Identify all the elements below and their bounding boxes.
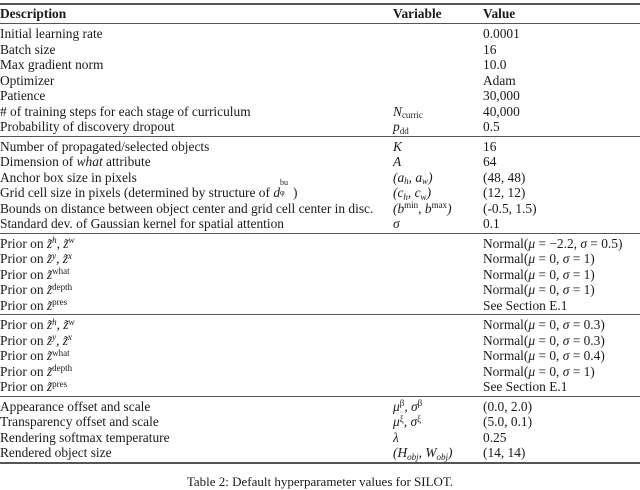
row-description: Prior on z̃$^{pres}$ (0, 378, 68, 394)
row-value: Normal(μ = 0, σ = 1) (483, 363, 595, 379)
row-variable (393, 298, 483, 315)
table-row (0, 73, 640, 89)
row-description: Patience (0, 88, 46, 103)
table-row (0, 185, 640, 201)
header-value: Value (483, 4, 640, 24)
row-description: Prior on z̃$^h$, z̃$^w$ (0, 233, 393, 251)
table-row (0, 24, 640, 42)
table-row (0, 119, 640, 136)
row-description: Rendered object size (0, 445, 393, 463)
row-value: 0.25 (483, 429, 507, 445)
row-value: See Section E.1 (483, 379, 568, 394)
header-description: Description (0, 4, 393, 24)
row-description: Optimizer (0, 72, 55, 88)
row-description: Transparency offset and scale (0, 414, 159, 429)
table-row (0, 379, 640, 396)
row-value: (48, 48) (483, 169, 526, 185)
row-value: (12, 12) (483, 185, 526, 200)
row-value: Normal(μ = 0, σ = 1) (483, 251, 595, 266)
row-variable (393, 57, 483, 73)
row-variable (393, 333, 483, 349)
table-row (0, 430, 640, 446)
row-value: See Section E.1 (483, 297, 568, 313)
row-variable: A (393, 154, 402, 169)
table-row (0, 216, 640, 233)
table-row (0, 201, 640, 217)
row-value: 16 (483, 136, 640, 154)
row-variable (393, 315, 483, 333)
row-value: 40,000 (483, 103, 520, 119)
row-value: 16 (483, 41, 497, 57)
row-value: (5.0, 0.1) (483, 414, 533, 429)
row-value: (14, 14) (483, 445, 640, 463)
row-variable: ($c_h$, $c_w$) (393, 185, 432, 202)
row-variable: ($H_{obj}$, $W_{obj}$) (393, 445, 483, 463)
table-row (0, 154, 640, 170)
row-variable (393, 233, 483, 251)
table-row (0, 104, 640, 120)
table-row (0, 445, 640, 463)
row-variable (393, 42, 483, 58)
table-caption: Table 2: Default hyperparameter values for SILOT. (186, 474, 454, 489)
row-description: Prior on z̃$^{what}$ (0, 266, 70, 282)
row-description: Grid cell size in pixels (determined by structure of d bu φ ) (0, 178, 298, 200)
row-description: Prior on z̃$^{depth}$ (0, 363, 73, 379)
table-row (0, 233, 640, 251)
table-row (0, 282, 640, 298)
row-description: Initial learning rate (0, 26, 103, 41)
row-variable: σ (393, 216, 400, 231)
hyperparameter-table (0, 3, 640, 464)
row-description: Prior on z̃$^{pres}$ (0, 297, 68, 313)
row-variable (393, 364, 483, 380)
row-description: Prior on z̃$^{depth}$ (0, 281, 73, 297)
row-variable: λ (393, 429, 399, 445)
row-description: Bounds on distance between object center and grid cell center in disc. (0, 200, 374, 216)
row-variable (393, 282, 483, 298)
header-variable: Variable (393, 4, 483, 24)
table-row (0, 348, 640, 364)
table-row (0, 333, 640, 349)
row-variable (393, 73, 483, 89)
row-description: Prior on z̃$^y$, z̃$^x$ (0, 250, 73, 266)
row-description: Dimension of what attribute (0, 154, 151, 169)
table-row (0, 136, 640, 154)
row-value: 64 (483, 154, 497, 169)
row-variable (393, 24, 483, 42)
row-variable (393, 379, 483, 396)
row-value: (0.0, 2.0) (483, 396, 640, 414)
row-description: Standard dev. of Gaussian kernel for spatial attention (0, 216, 284, 231)
row-description: Prior on z̃$^{what}$ (0, 347, 70, 363)
table-row (0, 88, 640, 104)
table-row (0, 315, 640, 333)
row-description: Batch size (0, 41, 56, 57)
row-variable: ($b^{min}$, $b^{max}$) (393, 200, 452, 216)
table-row (0, 396, 640, 414)
table-row (0, 42, 640, 58)
row-description: Rendering softmax temperature (0, 429, 170, 445)
row-variable (393, 267, 483, 283)
table-row (0, 414, 640, 430)
row-description: Number of propagated/selected objects (0, 136, 393, 154)
row-description: Appearance offset and scale (0, 396, 393, 414)
row-value: Normal(μ = −2.2, σ = 0.5) (483, 233, 640, 251)
row-variable: ($a_h$, $a_w$) (393, 169, 433, 187)
table-row (0, 298, 640, 315)
row-value: 0.0001 (483, 26, 520, 41)
row-variable: $\mu^\beta$, $\sigma^\beta$ (393, 396, 483, 414)
row-value: Normal(μ = 0, σ = 0.3) (483, 315, 640, 333)
row-value: Adam (483, 72, 516, 88)
row-variable (393, 88, 483, 104)
row-variable: $N_{curric}$ (393, 103, 423, 121)
row-value: Normal(μ = 0, σ = 0.3) (483, 332, 605, 348)
row-description: Prior on z̃$^y$, z̃$^x$ (0, 332, 73, 348)
row-description: # of training steps for each stage of curriculum (0, 103, 251, 119)
row-value: 0.1 (483, 216, 500, 231)
row-value: Normal(μ = 0, σ = 1) (483, 266, 595, 282)
row-description: Max gradient norm (0, 57, 104, 72)
row-variable (393, 348, 483, 364)
row-variable (393, 251, 483, 267)
table-row (0, 364, 640, 380)
row-description: Probability of discovery dropout (0, 119, 175, 134)
row-description: Anchor box size in pixels (0, 169, 137, 185)
row-variable: $\mu^\xi$, $\sigma^\xi$ (393, 413, 422, 429)
row-value: (-0.5, 1.5) (483, 200, 537, 216)
row-value: 10.0 (483, 57, 507, 72)
row-value: 0.5 (483, 119, 500, 134)
table-row (0, 267, 640, 283)
row-variable: K (393, 136, 483, 154)
table-row (0, 170, 640, 186)
table-row (0, 251, 640, 267)
row-variable: $p_{dd}$ (393, 119, 409, 136)
row-value: Normal(μ = 0, σ = 1) (483, 282, 595, 297)
table-header-row (0, 4, 640, 24)
row-value: Normal(μ = 0, σ = 0.4) (483, 348, 605, 363)
row-value: 30,000 (483, 88, 520, 103)
row-description: Prior on z̃$^h$, z̃$^w$ (0, 315, 393, 333)
table-row (0, 57, 640, 73)
